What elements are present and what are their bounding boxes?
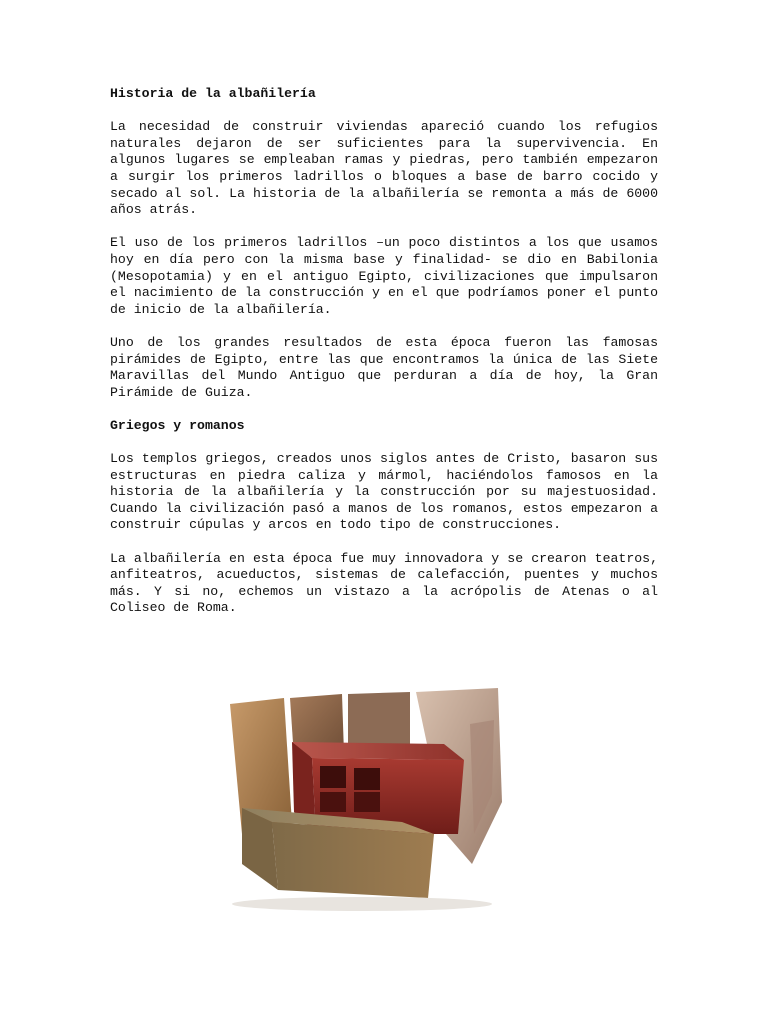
paragraph: El uso de los primeros ladrillos –un poco distintos a los que usamos hoy en día pero con la misma base y finalidad- se dio en Babilonia (Mesopotamia) y en el antiguo Egipto, civilizaciones que impulsaron el nacimiento de la construcción y en el que podríamos poner el punto de inicio de la albañilería. — [110, 235, 658, 317]
brick-shape — [292, 742, 464, 760]
brick-shape — [348, 692, 410, 750]
bricks-photo — [212, 684, 512, 914]
paragraph: La albañilería en esta época fue muy innovadora y se crearon teatros, anfiteatros, acueductos, sistemas de calefacción, puentes y muchos más. Y si no, echemos un vistazo a la acrópolis de Atenas o al Coliseo de Roma. — [110, 550, 658, 616]
bricks-illustration — [212, 684, 512, 914]
brick-hole — [354, 768, 380, 790]
document-body — [110, 86, 658, 634]
brick-hole — [320, 766, 346, 788]
brick-hole — [354, 792, 380, 812]
shadow — [232, 897, 492, 911]
section-title-griegos-romanos: Griegos y romanos — [110, 417, 245, 433]
section-title-historia: Historia de la albañilería — [110, 86, 316, 101]
paragraph: Uno de los grandes resultados de esta época fueron las famosas pirámides de Egipto, entre las que encontramos la única de las Siete Maravillas del Mundo Antiguo que perduran a día de hoy, la Gran Pirámide de Guiza. — [110, 334, 658, 400]
brick-hole — [320, 792, 346, 812]
paragraph: La necesidad de construir viviendas apareció cuando los refugios naturales dejaron de ser suficientes para la supervivencia. En algunos lugares se empleaban ramas y piedras, pero también empezaron a surgir los primeros ladrillos o bloques a base de barro cocido y secado al sol. La historia de la albañilería se remonta a más de 6000 años atrás. — [110, 119, 658, 218]
paragraph: Los templos griegos, creados unos siglos antes de Cristo, basaron sus estructuras en piedra caliza y mármol, haciéndolos famosos en la historia de la albañilería y la construcción por su majestuosidad. Cuando la civilización pasó a manos de los romanos, estos empezaron a construir cúpulas y arcos en todo tipo de construcciones. — [110, 451, 658, 533]
brick-shape — [272, 822, 434, 898]
